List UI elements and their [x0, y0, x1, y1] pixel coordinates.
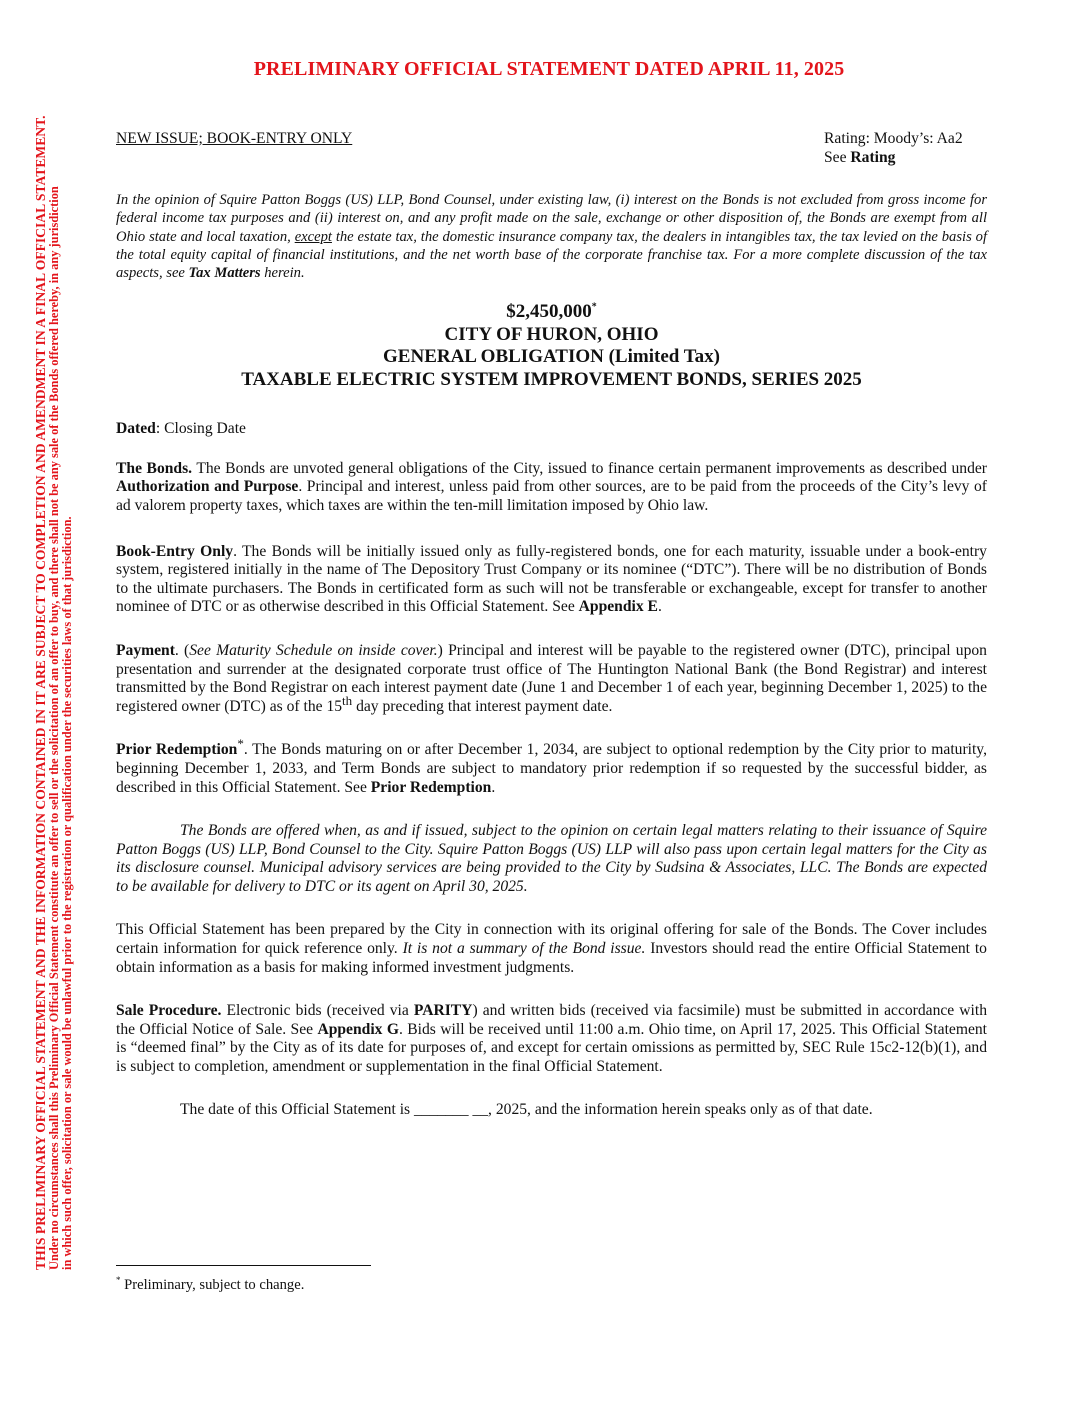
prepared-paragraph: [116, 921, 987, 977]
title-block: [116, 301, 987, 391]
header-row: [116, 130, 987, 167]
issue-type: NEW ISSUE; BOOK-ENTRY ONLY: [116, 130, 353, 147]
bonds-text-2: . Principal and interest, unless paid from other sources, are to be paid from the proceeds of the City’s levy of ad valorem property taxes, which taxes are within the ten-mill limitation imposed by Ohio law.: [116, 478, 987, 514]
book-entry-text-1: . The Bonds will be initially issued only as fully-registered bonds, one for each maturity, issuable under a book-entry system, registered initially in the name of The Depository Trust Company or its nominee (“DTC”). There will be no distribution of Bonds to the ultimate purchasers. The Bonds in certificated form as such will not be transferable or exchangeable, except for transfer to another nominee of DTC or as otherwise described in this Official Statement. See: [116, 542, 987, 616]
prepared-text-1: This Official Statement has been prepared by the City in connection with its original offering for sale of the Bonds. The Cover includes certain information for quick reference only.: [116, 921, 987, 958]
side-legend-line3: in which such offer, solicitation or sale would be unlawful prior to the registration or qualification under the securities laws of that jurisdiction.: [60, 516, 74, 1270]
amount-footnote-mark: *: [591, 301, 597, 313]
footnote-text: Preliminary, subject to change.: [120, 1277, 305, 1293]
redemption-label: Prior Redemption: [116, 741, 238, 759]
dated-label: Dated: [116, 420, 156, 438]
tax-matters-link[interactable]: Tax Matters: [188, 265, 261, 281]
see-prefix: See: [824, 148, 851, 166]
issuer-name: CITY OF HURON, OHIO: [444, 323, 659, 345]
not-summary-note: It is not a summary of the Bond issue.: [402, 940, 646, 958]
footnote: [116, 1277, 304, 1294]
payment-text-1: ) Principal and interest will be payable to the registered owner (DTC), principal upon presentation and surrender at the designated corporate trust office of The Huntington National Bank (the Bond Registrar) and interest transmitted by the Bond Registrar on each interest payment date (June 1 and December 1 of each year, beginning December 1, 2025) to the registered owner (DTC) as of the 15: [116, 641, 987, 715]
statement-date-line: The date of this Official Statement is _______ __, 2025, and the information herein speaks only as of that date.: [180, 1100, 873, 1118]
book-entry-label: Book-Entry Only: [116, 542, 234, 560]
authorization-link[interactable]: Authorization and Purpose: [116, 478, 299, 496]
book-entry-paragraph: [116, 543, 987, 617]
footnote-divider: [116, 1265, 371, 1266]
dated-line: [116, 420, 987, 439]
payment-text-2: day preceding that interest payment date.: [352, 697, 613, 715]
preliminary-banner: PRELIMINARY OFFICIAL STATEMENT DATED APRIL 11, 2025: [253, 58, 845, 80]
parity-name: PARITY: [413, 1002, 473, 1020]
redemption-text-1: . The Bonds maturing on or after December 1, 2034, are subject to optional redemption by the City prior to maturity, beginning December 1, 2033, and Term Bonds are subject to mandatory prior redemption if so requested by the successful bidder, as described in this Official Statement. See: [116, 741, 987, 796]
payment-text-0: . (: [174, 641, 190, 659]
opinion-text-1: In the opinion of Squire Patton Boggs (US) LLP, Bond Counsel, under existing law, (i) interest on the Bonds is not excluded from gross income for federal income tax purposes and (ii) interest on, and any profit made on the sale, exchange or other disposition of, the Bonds are exempt from all Ohio state and local taxation,: [116, 192, 987, 245]
amount-value: $2,450,000: [506, 301, 592, 323]
rating-block: [824, 130, 987, 167]
rating-line: Rating: Moody’s: Aa2: [824, 130, 963, 147]
side-legend-line1: THIS PRELIMINARY OFFICIAL STATEMENT AND THE INFORMATION CONTAINED IN IT ARE SUBJECT TO COMPLETION AND AMENDMENT IN A FINAL OFFICIAL STATEMENT.: [33, 115, 48, 1270]
sale-procedure-label: Sale Procedure.: [116, 1002, 222, 1020]
bonds-text-1: The Bonds are unvoted general obligations of the City, issued to finance certain permanent improvements as described under: [192, 459, 987, 477]
redemption-text-2: .: [491, 778, 496, 796]
obligation-type: GENERAL OBLIGATION (Limited Tax): [383, 346, 720, 368]
rating-link[interactable]: Rating: [850, 148, 896, 166]
bond-amount: [116, 301, 987, 324]
see-rating: [824, 149, 987, 168]
redemption-footnote-mark: *: [237, 736, 244, 752]
sale-text-3: . Bids will be received until 11:00 a.m. Ohio time, on April 17, 2025. This Official Statement is “deemed final” by the City as of its date for purposes of, and except for certain omissions as permitted by, SEC Rule 15c2-12(b)(1), and is subject to completion, amendment or supplementation in the final Official Statement.: [116, 1020, 987, 1076]
bonds-paragraph: [116, 460, 987, 516]
opinion-text-2: the estate tax, the domestic insurance company tax, the dealers in intangibles tax, the tax levied on the basis of the total equity capital of financial institutions, and the net worth base of the corporate franchise tax. For a more complete discussion of the tax aspects, see: [116, 228, 987, 281]
side-legend: [33, 115, 75, 1270]
side-legend-line2: Under no circumstances shall this Preliminary Official Statement constitute an offer to sell or the solicitation of an offer to buy, and there shall not be any sale of the Bonds offered hereby, in any jurisdiction: [46, 186, 61, 1270]
footnote-mark: *: [116, 1275, 121, 1286]
bonds-label: The Bonds.: [116, 459, 193, 477]
opinion-text-3: herein.: [260, 265, 305, 281]
redemption-paragraph: [116, 736, 987, 797]
appendix-g-link[interactable]: Appendix G: [317, 1020, 399, 1038]
tax-opinion: [116, 191, 987, 282]
maturity-schedule-note: See Maturity Schedule on inside cover.: [189, 641, 438, 659]
prior-redemption-link[interactable]: Prior Redemption: [370, 778, 492, 796]
appendix-e-link[interactable]: Appendix E: [578, 598, 658, 616]
dated-value: : Closing Date: [155, 420, 246, 438]
series-name: TAXABLE ELECTRIC SYSTEM IMPROVEMENT BONDS, SERIES 2025: [241, 368, 862, 390]
prepared-text-2: Investors should read the entire Official Statement to obtain information as a basis for making informed investment judgments.: [116, 940, 987, 976]
sale-procedure-paragraph: [116, 1002, 987, 1076]
cover-content: [116, 130, 987, 1119]
opinion-except: except: [294, 228, 332, 245]
ordinal-suffix: th: [342, 692, 353, 708]
book-entry-text-2: .: [657, 598, 662, 616]
payment-label: Payment: [116, 641, 175, 659]
sale-text-1: Electronic bids (received via: [221, 1002, 414, 1020]
sale-text-2: ) and written bids (received via facsimile) must be submitted in accordance with the Official Notice of Sale. See: [116, 1002, 988, 1038]
offered-paragraph: The Bonds are offered when, as and if issued, subject to the opinion on certain legal matters relating to their issuance of Squire Patton Boggs (US) LLP, Bond Counsel to the City. Squire Patton Boggs (US) LLP will also pass upon certain legal matters for the City as its disclosure counsel. Municipal advisory services are being provided to the City by Sudsina & Associates, LLC. The Bonds are expected to be available for delivery to DTC or its agent on April 30, 2025.: [116, 822, 987, 895]
payment-paragraph: [116, 642, 987, 716]
